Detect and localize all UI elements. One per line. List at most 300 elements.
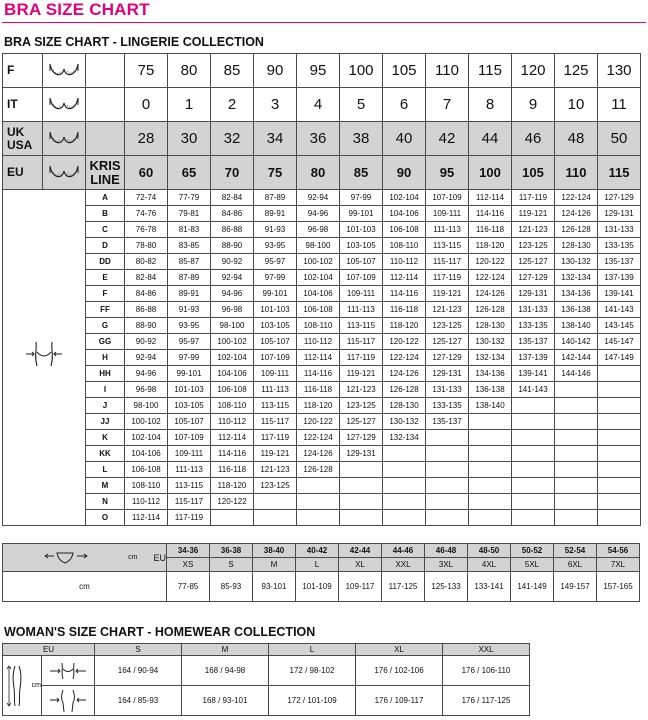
bust-range: 126-128	[469, 302, 512, 318]
bust-range: 94-96	[211, 286, 254, 302]
homewear-hip-value: 176 / 109-117	[356, 686, 443, 716]
band-size: 110	[555, 156, 598, 190]
bust-range: 113-115	[168, 478, 211, 494]
cup-label: J	[86, 398, 125, 414]
bust-range: 113-115	[340, 318, 383, 334]
bust-range: 136-138	[469, 382, 512, 398]
bust-range: 118-120	[469, 238, 512, 254]
brief-cm-range: 77-85	[167, 572, 210, 602]
bust-range: 108-110	[297, 318, 340, 334]
bust-range	[340, 510, 383, 526]
band-size: 100	[469, 156, 512, 190]
bust-range: 87-89	[168, 270, 211, 286]
cup-label: DD	[86, 254, 125, 270]
bust-range: 126-128	[297, 462, 340, 478]
brief-header-cell	[3, 544, 167, 572]
cup-label: F	[86, 286, 125, 302]
homewear-size-table	[2, 643, 530, 716]
bust-range: 125-127	[340, 414, 383, 430]
bust-range: 101-103	[340, 222, 383, 238]
bust-range: 87-89	[254, 190, 297, 206]
cup-label: C	[86, 222, 125, 238]
bust-range	[598, 478, 641, 494]
brief-letter-size: 5XL	[511, 558, 554, 572]
bust-range: 80-82	[125, 254, 168, 270]
band-size: 4	[297, 88, 340, 122]
bust-range: 102-104	[297, 270, 340, 286]
bust-range: 127-129	[512, 270, 555, 286]
bust-range: 102-104	[383, 190, 426, 206]
band-size: 28	[125, 122, 168, 156]
bust-range: 84-86	[211, 206, 254, 222]
bust-range	[383, 510, 426, 526]
homewear-eu-label: EU	[3, 644, 95, 656]
cup-label: I	[86, 382, 125, 398]
homewear-hip-value: 176 / 117-125	[443, 686, 530, 716]
cup-row	[3, 222, 641, 238]
bust-range: 79-81	[168, 206, 211, 222]
bust-range: 77-79	[168, 190, 211, 206]
bust-range: 125-127	[512, 254, 555, 270]
band-size: 48	[555, 122, 598, 156]
bust-range: 122-124	[383, 350, 426, 366]
spacer-cell	[86, 122, 125, 156]
bust-range	[340, 478, 383, 494]
bust-range: 112-114	[211, 430, 254, 446]
bust-range: 135-137	[598, 254, 641, 270]
bust-range: 78-80	[125, 238, 168, 254]
band-size: 3	[254, 88, 297, 122]
cup-row	[3, 382, 641, 398]
band-size: 80	[168, 54, 211, 88]
bust-range: 120-122	[297, 414, 340, 430]
bust-range: 90-92	[125, 334, 168, 350]
bust-range	[555, 446, 598, 462]
bust-range: 105-107	[340, 254, 383, 270]
bust-range: 120-122	[383, 334, 426, 350]
cup-label: M	[86, 478, 125, 494]
bust-range: 124-126	[555, 206, 598, 222]
brief-letter-size: XXL	[382, 558, 425, 572]
bust-range	[469, 446, 512, 462]
brief-cm-range: 149-157	[554, 572, 597, 602]
brief-eu-size: 38-40	[253, 544, 296, 558]
band-size: 44	[469, 122, 512, 156]
bust-range: 112-114	[383, 270, 426, 286]
bust-range: 132-134	[469, 350, 512, 366]
bust-range: 96-98	[211, 302, 254, 318]
bust-range: 106-108	[211, 382, 254, 398]
bust-range: 141-143	[598, 302, 641, 318]
bust-range: 118-120	[383, 318, 426, 334]
bust-range: 110-112	[125, 494, 168, 510]
bust-range: 81-83	[168, 222, 211, 238]
bust-range: 85-87	[168, 254, 211, 270]
bust-range	[555, 430, 598, 446]
bust-range: 110-112	[297, 334, 340, 350]
homewear-size-row	[3, 644, 530, 656]
bust-range	[426, 494, 469, 510]
bust-range: 104-106	[383, 206, 426, 222]
band-size: 36	[297, 122, 340, 156]
page-title: BRA SIZE CHART	[4, 0, 150, 19]
band-size: 38	[340, 122, 383, 156]
bust-range: 138-140	[555, 318, 598, 334]
homewear-size: XL	[356, 644, 443, 656]
bust-range: 100-102	[297, 254, 340, 270]
bust-range: 106-108	[125, 462, 168, 478]
cup-row	[3, 414, 641, 430]
bust-range: 107-109	[168, 430, 211, 446]
brief-eu-size: 48-50	[468, 544, 511, 558]
brief-letter-size: XL	[339, 558, 382, 572]
bust-range: 76-78	[125, 222, 168, 238]
bust-range: 123-125	[512, 238, 555, 254]
bust-range: 137-139	[512, 350, 555, 366]
bust-range: 94-96	[125, 366, 168, 382]
bust-range: 111-113	[254, 382, 297, 398]
bust-range: 117-119	[426, 270, 469, 286]
brief-cm-range: 133-141	[468, 572, 511, 602]
cup-row	[3, 462, 641, 478]
band-size: 0	[125, 88, 168, 122]
band-size: 5	[340, 88, 383, 122]
bust-range: 126-128	[555, 222, 598, 238]
bust-range: 95-97	[168, 334, 211, 350]
band-size: 46	[512, 122, 555, 156]
brief-eu-row	[3, 544, 640, 558]
bust-range: 142-144	[555, 350, 598, 366]
brief-letter-size: 6XL	[554, 558, 597, 572]
bust-range	[512, 478, 555, 494]
band-size: 130	[598, 54, 641, 88]
bust-range: 131-133	[426, 382, 469, 398]
brief-letter-size: XS	[167, 558, 210, 572]
cup-row	[3, 494, 641, 510]
bust-range	[512, 494, 555, 510]
bust-range: 114-116	[383, 286, 426, 302]
lingerie-heading: BRA SIZE CHART - LINGERIE COLLECTION	[4, 35, 264, 49]
bust-range: 129-131	[598, 206, 641, 222]
bust-range: 109-111	[168, 446, 211, 462]
homewear-size: M	[182, 644, 269, 656]
bust-range: 124-126	[469, 286, 512, 302]
bust-range: 110-112	[383, 254, 426, 270]
bust-range	[598, 462, 641, 478]
bust-range: 116-118	[297, 382, 340, 398]
bust-range: 120-122	[211, 494, 254, 510]
brief-eu-size: 34-36	[167, 544, 210, 558]
bust-range: 117-119	[512, 190, 555, 206]
bust-range	[598, 430, 641, 446]
bust-range: 117-119	[254, 430, 297, 446]
band-size: 120	[512, 54, 555, 88]
bust-range: 97-99	[340, 190, 383, 206]
cup-row	[3, 510, 641, 526]
brief-cm-range: 101-109	[296, 572, 339, 602]
bust-range	[426, 510, 469, 526]
bust-range: 94-96	[297, 206, 340, 222]
bust-range	[512, 446, 555, 462]
brief-cm-label: cm	[3, 572, 167, 602]
bust-range: 119-121	[340, 366, 383, 382]
bust-range: 119-121	[512, 206, 555, 222]
bust-range: 119-121	[254, 446, 297, 462]
chest-measure-icon	[48, 661, 88, 681]
bust-range: 133-135	[598, 238, 641, 254]
band-size: 60	[125, 156, 168, 190]
band-size: 110	[426, 54, 469, 88]
bust-range: 116-118	[469, 222, 512, 238]
cup-label: K	[86, 430, 125, 446]
bust-range: 131-133	[598, 222, 641, 238]
brief-icon	[43, 551, 89, 565]
band-size: 40	[383, 122, 426, 156]
system-label: IT	[3, 88, 43, 122]
bust-range	[598, 398, 641, 414]
brief-eu-size: 44-46	[382, 544, 425, 558]
bust-range: 121-123	[340, 382, 383, 398]
brief-size-table	[2, 543, 640, 602]
cup-row	[3, 430, 641, 446]
bust-range: 113-115	[254, 398, 297, 414]
bust-range: 134-136	[469, 366, 512, 382]
brief-cm-range: 117-125	[382, 572, 425, 602]
bust-range: 145-147	[598, 334, 641, 350]
bust-range: 95-97	[254, 254, 297, 270]
cup-label: L	[86, 462, 125, 478]
band-size: 115	[469, 54, 512, 88]
bust-range: 89-91	[254, 206, 297, 222]
bust-range: 136-138	[555, 302, 598, 318]
band-size: 10	[555, 88, 598, 122]
band-size: 100	[340, 54, 383, 88]
band-size: 95	[426, 156, 469, 190]
homewear-chest-row	[3, 656, 530, 686]
bust-range: 96-98	[297, 222, 340, 238]
brief-letter-size: M	[253, 558, 296, 572]
band-size: 7	[426, 88, 469, 122]
cup-label: O	[86, 510, 125, 526]
bust-range	[340, 494, 383, 510]
bust-range	[426, 462, 469, 478]
brief-letter-size: 7XL	[597, 558, 640, 572]
cup-label: E	[86, 270, 125, 286]
cup-label: H	[86, 350, 125, 366]
cup-row	[3, 302, 641, 318]
title-divider	[2, 22, 646, 23]
homewear-hip-value: 164 / 85-93	[95, 686, 182, 716]
homewear-size: S	[95, 644, 182, 656]
brief-eu-size: 40-42	[296, 544, 339, 558]
bust-range: 88-90	[211, 238, 254, 254]
brief-cm-range: 93-101	[253, 572, 296, 602]
bra-icon	[47, 162, 81, 184]
bust-range: 107-109	[254, 350, 297, 366]
bust-range: 115-117	[426, 254, 469, 270]
bust-range	[555, 462, 598, 478]
band-size: 9	[512, 88, 555, 122]
bust-range: 122-124	[297, 430, 340, 446]
band-size: 65	[168, 156, 211, 190]
band-size: 32	[211, 122, 254, 156]
bust-range: 92-94	[297, 190, 340, 206]
bust-range: 100-102	[211, 334, 254, 350]
cup-row	[3, 478, 641, 494]
chest-icon-cell	[42, 656, 95, 686]
homewear-chest-value: 164 / 90-94	[95, 656, 182, 686]
brief-eu-label: EU	[153, 552, 166, 563]
bust-range: 124-126	[383, 366, 426, 382]
bust-range: 93-95	[254, 238, 297, 254]
bust-range: 98-100	[211, 318, 254, 334]
brief-eu-size: 36-38	[210, 544, 253, 558]
bust-range: 130-132	[469, 334, 512, 350]
bust-range: 92-94	[211, 270, 254, 286]
bust-range: 99-101	[168, 366, 211, 382]
bust-range: 116-118	[383, 302, 426, 318]
bust-range: 112-114	[297, 350, 340, 366]
spacer-cell	[86, 54, 125, 88]
bust-range	[598, 446, 641, 462]
bust-range	[555, 414, 598, 430]
bust-range	[512, 462, 555, 478]
hip-icon-cell	[42, 686, 95, 716]
bust-range: 138-140	[469, 398, 512, 414]
bust-range	[297, 478, 340, 494]
brief-cm-range: 85-93	[210, 572, 253, 602]
bust-range: 97-99	[254, 270, 297, 286]
homewear-hip-value: 172 / 101-109	[269, 686, 356, 716]
cup-label: KK	[86, 446, 125, 462]
homewear-chest-value: 176 / 106-110	[443, 656, 530, 686]
kris-line-label: KRIS LINE	[86, 156, 125, 190]
system-label: EU	[3, 156, 43, 190]
brief-letter-size: 4XL	[468, 558, 511, 572]
brief-letter-size: L	[296, 558, 339, 572]
torso-measure-icon	[25, 340, 63, 376]
bust-range: 128-130	[555, 238, 598, 254]
bust-range: 129-131	[340, 446, 383, 462]
cup-label: GG	[86, 334, 125, 350]
bust-range	[598, 510, 641, 526]
bust-range: 130-132	[383, 414, 426, 430]
band-size: 70	[211, 156, 254, 190]
bust-range	[211, 510, 254, 526]
bust-range: 100-102	[125, 414, 168, 430]
bust-range: 128-130	[383, 398, 426, 414]
bust-range: 91-93	[168, 302, 211, 318]
bust-range: 132-134	[383, 430, 426, 446]
bust-range: 131-133	[512, 302, 555, 318]
bust-range: 119-121	[426, 286, 469, 302]
band-size: 75	[125, 54, 168, 88]
bust-range: 126-128	[383, 382, 426, 398]
brief-eu-size: 52-54	[554, 544, 597, 558]
bust-range: 139-141	[512, 366, 555, 382]
homewear-heading: WOMAN'S SIZE CHART - HOMEWEAR COLLECTION	[4, 625, 316, 639]
bust-range: 116-118	[211, 462, 254, 478]
bust-range: 72-74	[125, 190, 168, 206]
bust-range: 135-137	[512, 334, 555, 350]
bust-range: 127-129	[426, 350, 469, 366]
bust-range	[469, 462, 512, 478]
cup-row	[3, 190, 641, 206]
bust-range: 101-103	[168, 382, 211, 398]
cup-row	[3, 398, 641, 414]
bust-range: 98-100	[297, 238, 340, 254]
bust-range: 139-141	[598, 286, 641, 302]
bust-range: 121-123	[426, 302, 469, 318]
bust-range: 122-124	[469, 270, 512, 286]
bust-range	[598, 382, 641, 398]
band-size: 105	[383, 54, 426, 88]
bust-range	[340, 462, 383, 478]
cup-row	[3, 286, 641, 302]
bust-range: 106-108	[297, 302, 340, 318]
bust-range: 102-104	[125, 430, 168, 446]
band-size: 125	[555, 54, 598, 88]
bust-range: 110-112	[211, 414, 254, 430]
bust-range: 104-106	[211, 366, 254, 382]
bust-range: 111-113	[426, 222, 469, 238]
bust-range: 120-122	[469, 254, 512, 270]
bust-range: 109-111	[426, 206, 469, 222]
bust-range: 115-117	[340, 334, 383, 350]
band-size: 85	[211, 54, 254, 88]
bust-range: 121-123	[254, 462, 297, 478]
brief-eu-size: 54-56	[597, 544, 640, 558]
bust-range: 113-115	[426, 238, 469, 254]
band-size: 90	[254, 54, 297, 88]
bust-range: 74-76	[125, 206, 168, 222]
bust-range: 96-98	[125, 382, 168, 398]
bust-range	[426, 478, 469, 494]
band-size: 85	[340, 156, 383, 190]
cup-row	[3, 318, 641, 334]
brief-cm-small: cm	[128, 554, 138, 561]
bust-range	[297, 510, 340, 526]
bust-range	[555, 510, 598, 526]
bust-range: 92-94	[125, 350, 168, 366]
homewear-size: L	[269, 644, 356, 656]
size-row-0	[3, 54, 641, 88]
bust-range: 99-101	[340, 206, 383, 222]
band-size: 34	[254, 122, 297, 156]
brief-cm-range: 125-133	[425, 572, 468, 602]
bust-range: 82-84	[211, 190, 254, 206]
bust-range	[469, 494, 512, 510]
bust-range	[598, 366, 641, 382]
bust-range	[555, 382, 598, 398]
size-row-3	[3, 156, 641, 190]
spacer-cell	[86, 88, 125, 122]
bust-range: 83-85	[168, 238, 211, 254]
bust-range: 115-117	[254, 414, 297, 430]
bust-range: 133-135	[512, 318, 555, 334]
bust-range: 118-120	[211, 478, 254, 494]
bust-range: 111-113	[168, 462, 211, 478]
bust-range	[426, 446, 469, 462]
bust-range: 108-110	[383, 238, 426, 254]
bust-range: 111-113	[340, 302, 383, 318]
brief-eu-size: 50-52	[511, 544, 554, 558]
brief-cm-row	[3, 572, 640, 602]
homewear-chest-value: 172 / 98-102	[269, 656, 356, 686]
bust-range	[469, 414, 512, 430]
bust-range: 93-95	[168, 318, 211, 334]
homewear-size: XXL	[443, 644, 530, 656]
